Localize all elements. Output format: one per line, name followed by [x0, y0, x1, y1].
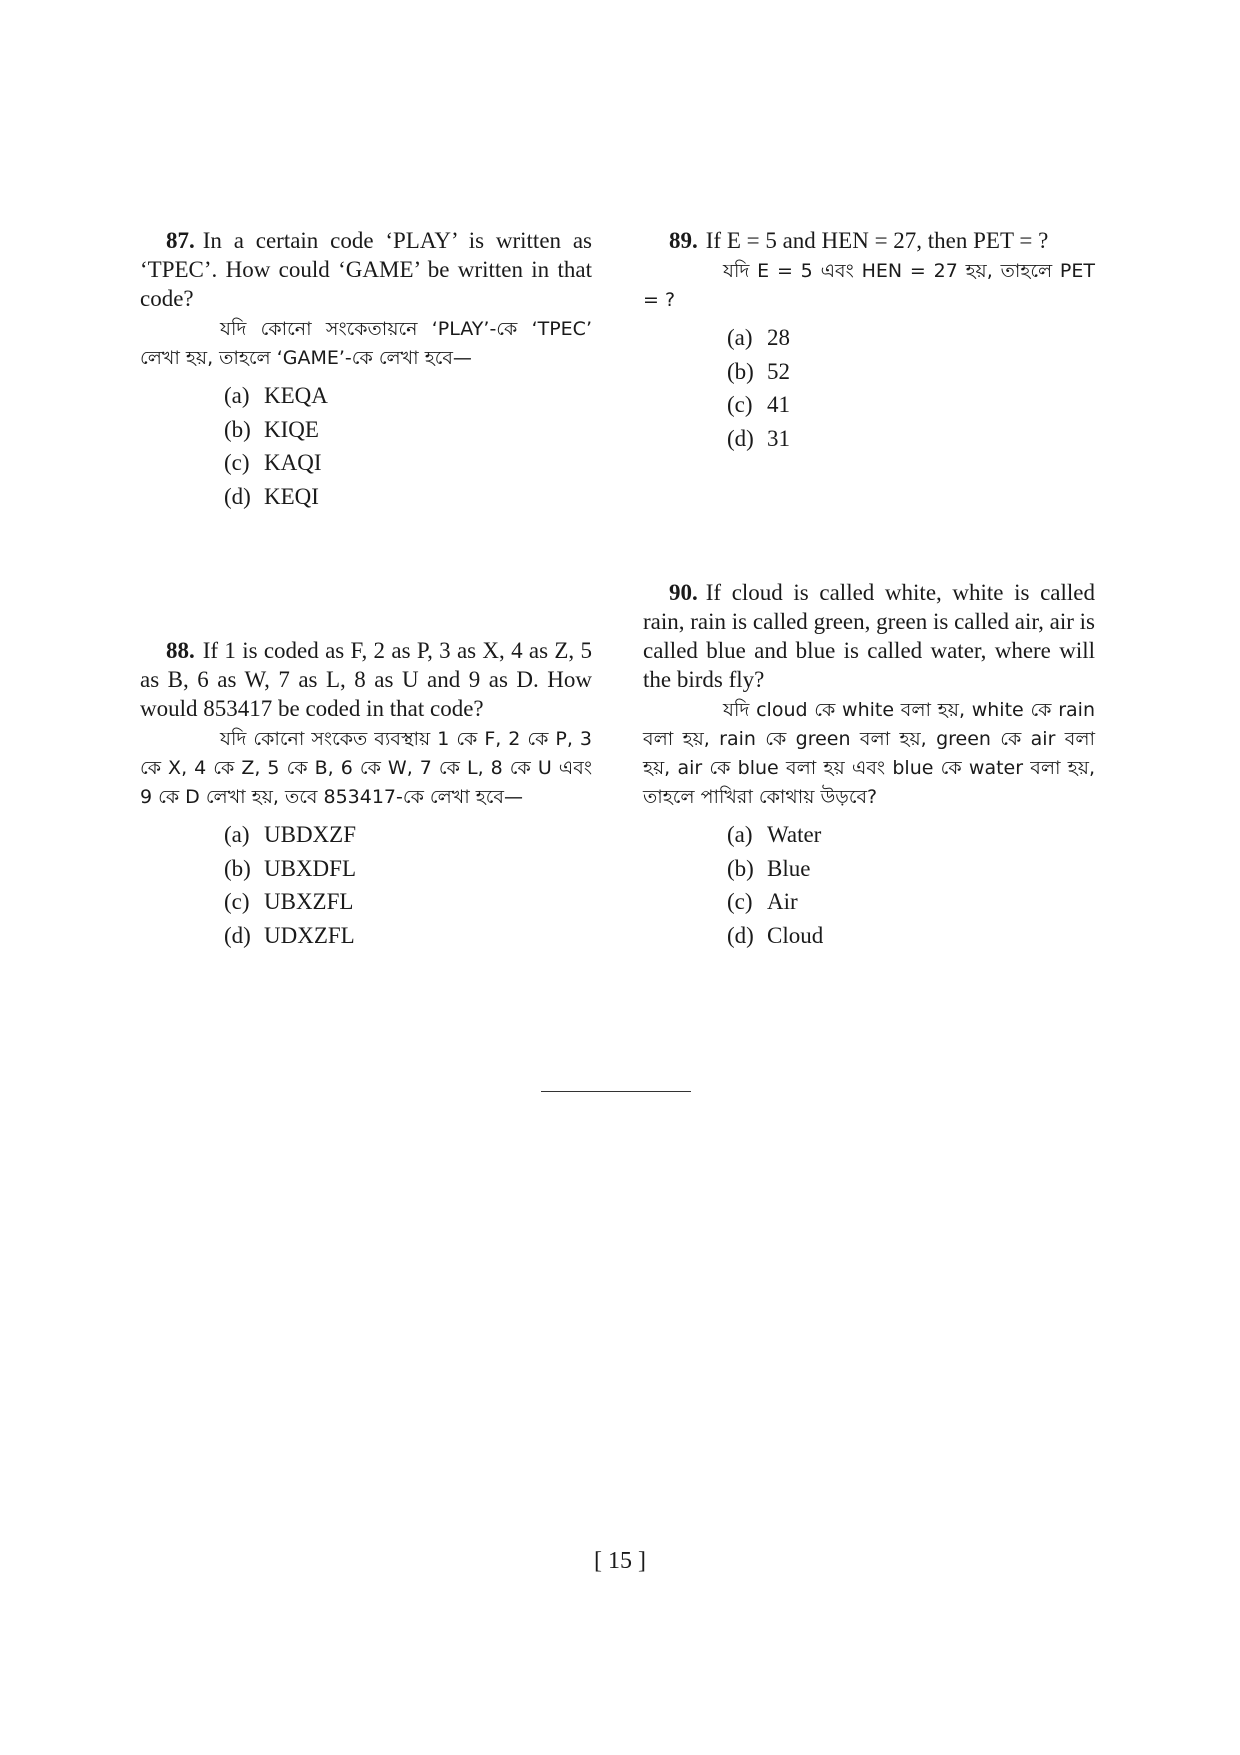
question-text-en [643, 226, 1095, 255]
option-text: 52 [767, 358, 790, 384]
option-letter: (a) [727, 822, 753, 847]
question-number: 90. [669, 580, 698, 605]
question-body: If cloud is called white, white is called rain, rain is called green, green is called air, air is called blue and blue is called water, where will the birds fly? [643, 580, 1095, 692]
option-text: Water [767, 822, 822, 847]
options-list [643, 321, 1095, 455]
option-letter: (c) [727, 889, 753, 914]
question-text-bn: যদি কোনো সংকেত ব্যবস্থায় 1 কে F, 2 কে P, 3 কে X, 4 কে Z, 5 কে B, 6 কে W, 7 কে L, 8 কে U এবং 9 কে D লেখা হয়, তবে 853417-কে লেখা হবে— [140, 728, 592, 808]
option-letter: (d) [727, 922, 754, 948]
option-letter: (d) [224, 922, 251, 948]
option-text: UBXZFL [264, 889, 354, 914]
option-text: 28 [767, 325, 790, 350]
option-text: UDXZFL [264, 922, 355, 948]
option-b [224, 852, 592, 886]
option-letter: (b) [224, 416, 251, 442]
option-c [727, 388, 1095, 422]
option-letter: (c) [727, 392, 753, 417]
question-number: 89. [669, 228, 698, 253]
option-text: KEQA [264, 383, 328, 408]
question-text-en [140, 636, 592, 723]
question-text-bn: যদি কোনো সংকেতায়নে ‘PLAY’-কে ‘TPEC’ লেখা হয়, তাহলে ‘GAME’-কে লেখা হবে— [140, 318, 592, 369]
options-list [140, 818, 592, 952]
option-letter: (b) [224, 855, 251, 881]
option-c [224, 446, 592, 480]
option-text: 31 [767, 425, 790, 451]
option-a [224, 818, 592, 852]
option-text: KAQI [264, 450, 322, 475]
question-body: In a certain code ‘PLAY’ is written as ‘TPEC’. How could ‘GAME’ be written in that code? [140, 228, 592, 311]
option-letter: (c) [224, 450, 250, 475]
option-letter: (d) [727, 425, 754, 451]
option-text: KEQI [264, 483, 319, 509]
option-text: Blue [767, 855, 811, 881]
option-text: Air [767, 889, 798, 914]
option-c [727, 885, 1095, 919]
question-number: 88. [166, 638, 195, 663]
option-letter: (a) [727, 325, 753, 350]
option-d [727, 919, 1095, 953]
option-text: 41 [767, 392, 790, 417]
question-90 [643, 578, 1095, 952]
option-text: KIQE [264, 416, 319, 442]
option-letter: (d) [224, 483, 251, 509]
option-d [224, 919, 592, 953]
option-letter: (a) [224, 822, 250, 847]
question-text-bn: যদি cloud কে white বলা হয়, white কে rain বলা হয়, rain কে green বলা হয়, green কে air বলা হয়, air কে blue বলা হয় এবং blue কে water বলা হয়, তাহলে পাখিরা কোথায় উড়বে? [643, 699, 1095, 808]
question-number: 87. [166, 228, 195, 253]
question-text-bn: যদি E = 5 এবং HEN = 27 হয়, তাহলে PET = ? [643, 260, 1095, 311]
option-a [224, 379, 592, 413]
option-letter: (b) [727, 855, 754, 881]
option-letter: (c) [224, 889, 250, 914]
option-d [727, 422, 1095, 456]
question-87 [140, 226, 592, 513]
option-letter: (a) [224, 383, 250, 408]
options-list [643, 818, 1095, 952]
option-c [224, 885, 592, 919]
option-letter: (b) [727, 358, 754, 384]
option-b [224, 413, 592, 447]
option-b [727, 355, 1095, 389]
option-d [224, 480, 592, 514]
question-89 [643, 226, 1095, 455]
question-text-en [140, 226, 592, 313]
option-text: UBDXZF [264, 822, 357, 847]
option-b [727, 852, 1095, 886]
options-list [140, 379, 592, 513]
option-a [727, 321, 1095, 355]
question-body: If E = 5 and HEN = 27, then PET = ? [705, 228, 1049, 253]
question-body: If 1 is coded as F, 2 as P, 3 as X, 4 as Z, 5 as B, 6 as W, 7 as L, 8 as U and 9 as D. How would 853417 be coded in that code? [140, 638, 592, 721]
option-text: UBXDFL [264, 855, 357, 881]
option-a [727, 818, 1095, 852]
page-number: [ 15 ] [594, 1548, 646, 1574]
option-text: Cloud [767, 922, 824, 948]
question-text-en [643, 578, 1095, 694]
question-88 [140, 636, 592, 952]
section-divider [541, 1091, 691, 1092]
